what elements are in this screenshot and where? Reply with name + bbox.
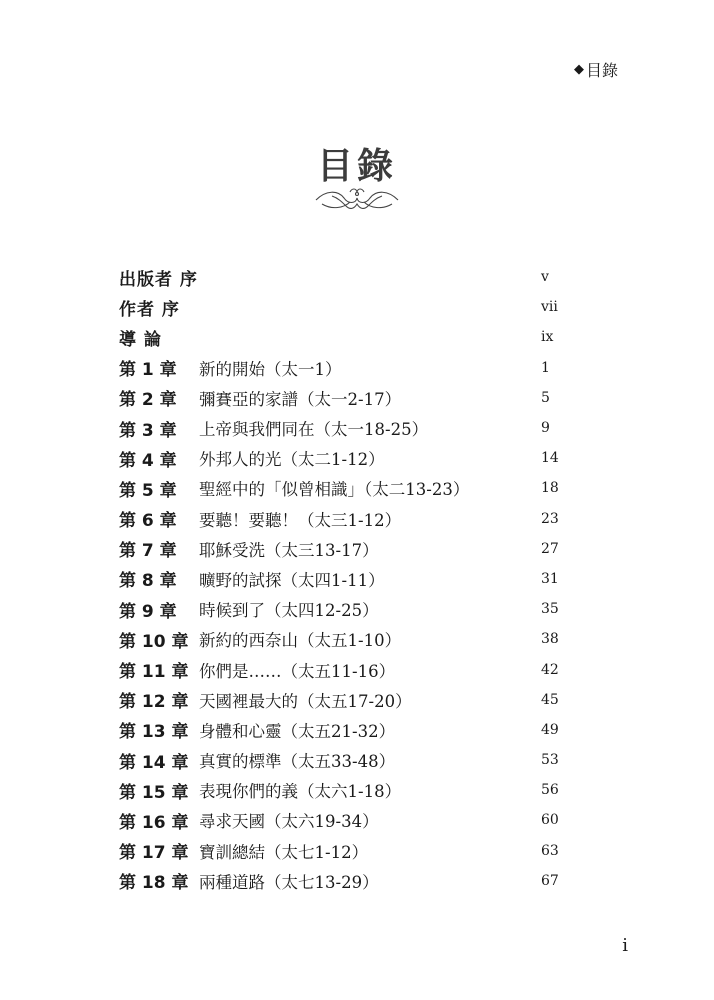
running-header-label: 目錄	[585, 61, 618, 80]
chapter-entry	[119, 654, 559, 684]
flourish-ornament-icon	[312, 184, 402, 214]
entry-title: 天國裡最大的（太五17-20）	[199, 691, 412, 711]
front-matter-entry	[119, 322, 559, 352]
entry-label: 第 12 章	[119, 692, 189, 713]
diamond-icon: ◆	[573, 62, 584, 77]
front-matter-entry	[119, 262, 559, 292]
entry-title: 聖經中的「似曾相識」（太二13-23）	[199, 480, 470, 500]
chapter-entry	[119, 836, 559, 866]
entry-page: 31	[541, 570, 559, 587]
table-of-contents	[119, 262, 559, 896]
chapter-entry	[119, 685, 559, 715]
entry-label: 第 17 章	[119, 843, 189, 864]
entry-label: 第 10 章	[119, 631, 189, 652]
entry-page: 60	[541, 812, 559, 829]
chapter-entry	[119, 443, 559, 473]
entry-label: 出版者 序	[119, 269, 198, 290]
chapter-entry	[119, 715, 559, 745]
front-matter-entry	[119, 292, 559, 322]
entry-page: 27	[541, 540, 559, 557]
entry-page: 49	[541, 721, 559, 738]
entry-label: 第 7 章	[119, 541, 177, 562]
page-title: 目錄	[316, 146, 397, 187]
entry-label: 第 5 章	[119, 480, 177, 501]
running-header	[574, 58, 618, 81]
chapter-entry	[119, 745, 559, 775]
entry-title: 耶穌受洗（太三13-17）	[199, 540, 379, 560]
entry-title: 你們是……（太五11-16）	[199, 661, 396, 681]
entry-label: 第 8 章	[119, 571, 177, 592]
entry-title: 尋求天國（太六19-34）	[199, 812, 379, 832]
page-number: i	[622, 935, 628, 956]
entry-page: vii	[541, 299, 558, 316]
entry-label: 第 18 章	[119, 873, 189, 894]
chapter-entry	[119, 353, 559, 383]
entry-page: 38	[541, 631, 559, 648]
entry-page: 45	[541, 691, 559, 708]
entry-label: 第 6 章	[119, 511, 177, 532]
entry-label: 作者 序	[119, 299, 180, 320]
entry-page: v	[541, 269, 549, 286]
entry-page: 23	[541, 510, 559, 527]
entry-title: 兩種道路（太七13-29）	[199, 872, 379, 892]
entry-page: 5	[541, 389, 550, 406]
entry-title: 時候到了（太四12-25）	[199, 601, 379, 621]
entry-page: 56	[541, 782, 559, 799]
entry-title: 身體和心靈（太五21-32）	[199, 721, 396, 741]
entry-label: 第 2 章	[119, 390, 177, 411]
chapter-entry	[119, 383, 559, 413]
entry-page: 53	[541, 752, 559, 769]
entry-page: ix	[541, 329, 554, 346]
entry-label: 第 4 章	[119, 450, 177, 471]
chapter-entry	[119, 805, 559, 835]
entry-page: 14	[541, 450, 559, 467]
chapter-entry	[119, 775, 559, 805]
entry-label: 第 16 章	[119, 812, 189, 833]
entry-title: 真實的標準（太五33-48）	[199, 752, 396, 772]
entry-title: 要聽！要聽！（太三1-12）	[199, 510, 402, 530]
entry-label: 第 1 章	[119, 360, 177, 381]
entry-page: 35	[541, 601, 559, 618]
entry-label: 第 14 章	[119, 752, 189, 773]
entry-label: 第 11 章	[119, 662, 189, 683]
chapter-entry	[119, 473, 559, 503]
entry-label: 第 3 章	[119, 420, 177, 441]
entry-page: 42	[541, 661, 559, 678]
chapter-entry	[119, 504, 559, 534]
entry-label: 第 13 章	[119, 722, 189, 743]
entry-label: 第 9 章	[119, 601, 177, 622]
entry-title: 曠野的試探（太四1-11）	[199, 570, 385, 590]
entry-title: 上帝與我們同在（太一18-25）	[199, 420, 429, 440]
chapter-entry	[119, 534, 559, 564]
entry-page: 18	[541, 480, 559, 497]
entry-title: 彌賽亞的家譜（太一2-17）	[199, 389, 402, 409]
entry-page: 1	[541, 359, 550, 376]
entry-label: 第 15 章	[119, 782, 189, 803]
chapter-entry	[119, 564, 559, 594]
entry-title: 新的開始（太一1）	[199, 359, 342, 379]
entry-page: 67	[541, 872, 559, 889]
chapter-entry	[119, 624, 559, 654]
entry-title: 新約的西奈山（太五1-10）	[199, 631, 402, 651]
entry-title: 寶訓總結（太七1-12）	[199, 842, 369, 862]
entry-title: 表現你們的義（太六1-18）	[199, 782, 402, 802]
entry-page: 9	[541, 420, 550, 437]
entry-title: 外邦人的光（太二1-12）	[199, 450, 385, 470]
entry-page: 63	[541, 842, 559, 859]
chapter-entry	[119, 866, 559, 896]
chapter-entry	[119, 413, 559, 443]
entry-label: 導 論	[119, 329, 162, 350]
chapter-entry	[119, 594, 559, 624]
